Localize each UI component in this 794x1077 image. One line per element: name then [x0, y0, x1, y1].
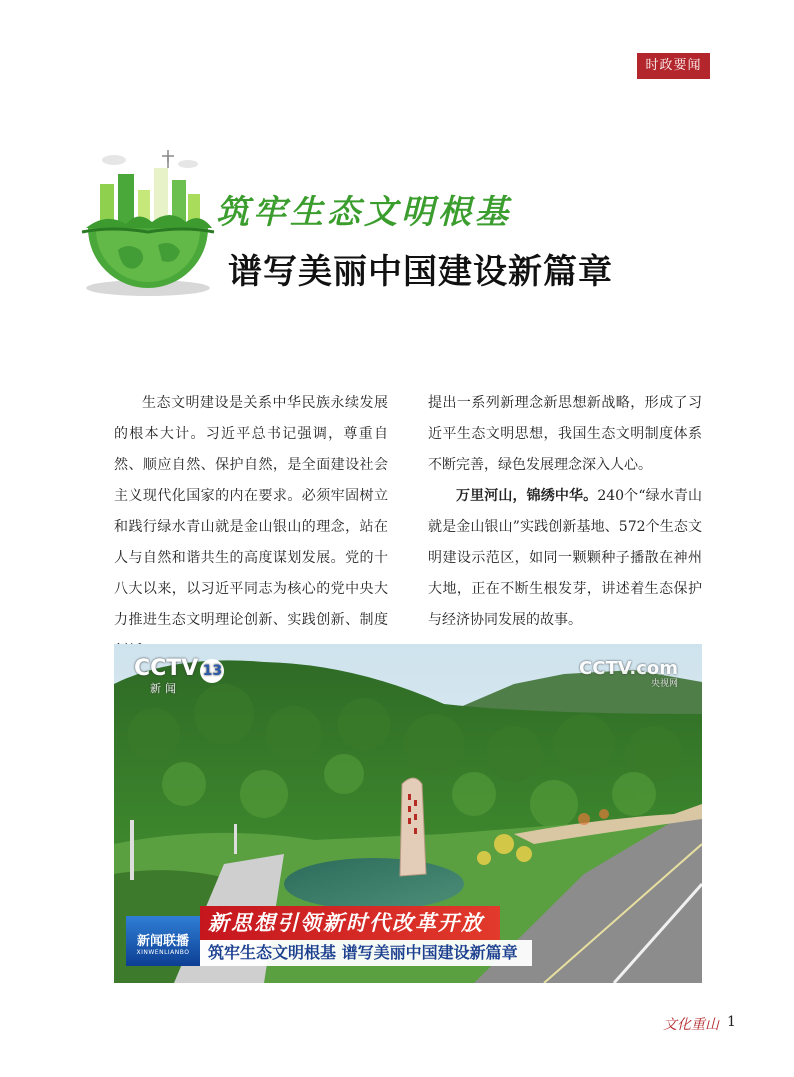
channel-number-badge: 13	[200, 659, 224, 683]
body-column-right	[428, 388, 702, 636]
lower-third-headline: 新思想引领新时代改革开放	[200, 906, 500, 940]
cctv13-logo	[134, 656, 224, 683]
xinwenlianbo-badge	[126, 916, 200, 966]
channel-sub-label: 新闻	[150, 682, 180, 695]
watermark-sub: 央视网	[650, 679, 678, 689]
paragraph: 生态文明建设是关系中华民族永续发展的根本大计。习近平总书记强调，尊重自然、顺应自然、保护自然，是全面建设社会主义现代化国家的内在要求。必须牢固树立和践行绿水青山就是金山银山的理念，站在人与自然和谐共生的高度谋划发展。党的十八大以来，以习近平同志为核心的党中央大力推进生态文明理论创新、实践创新、制度	[114, 395, 388, 628]
program-badge-sub: XINWENLIANBO	[136, 949, 190, 956]
section-tag: 时政要闻	[637, 53, 710, 79]
paragraph	[428, 481, 702, 636]
news-screenshot-photo	[114, 644, 702, 983]
program-badge-label: 新闻联播	[136, 934, 189, 949]
lower-third-subheadline: 筑牢生态文明根基 谱写美丽中国建设新篇章	[200, 940, 532, 966]
paragraph: 提出一系列新理念新思想新战略，形成了习近平生态文明思想，我国生态文明制度体系不断完善，绿色发展理念深入人心。	[428, 395, 702, 473]
footer-brand: 文化重山	[663, 1017, 719, 1033]
title-line-2: 谱写美丽中国建设新篇章	[228, 252, 613, 292]
title-line-1: 筑牢生态文明根基	[216, 192, 512, 231]
lead-phrase: 万里河山，锦绣中华。	[456, 488, 598, 504]
cctv-logo-text: CCTV	[134, 656, 199, 681]
body-column-left	[114, 388, 388, 667]
green-earth-city-emblem-icon	[78, 150, 218, 300]
cctv-com-watermark	[579, 658, 678, 689]
watermark-text: CCTV.com	[579, 658, 678, 679]
page-number: 1	[727, 1014, 736, 1030]
paragraph-text: 240个“绿水青山就是金山银山”实践创新基地、572个生态文明建设示范区，如同一颗颗种子播散在神州大地，正在不断生根发芽，讲述着生态保护与经济协同发展的故事。	[428, 488, 702, 628]
